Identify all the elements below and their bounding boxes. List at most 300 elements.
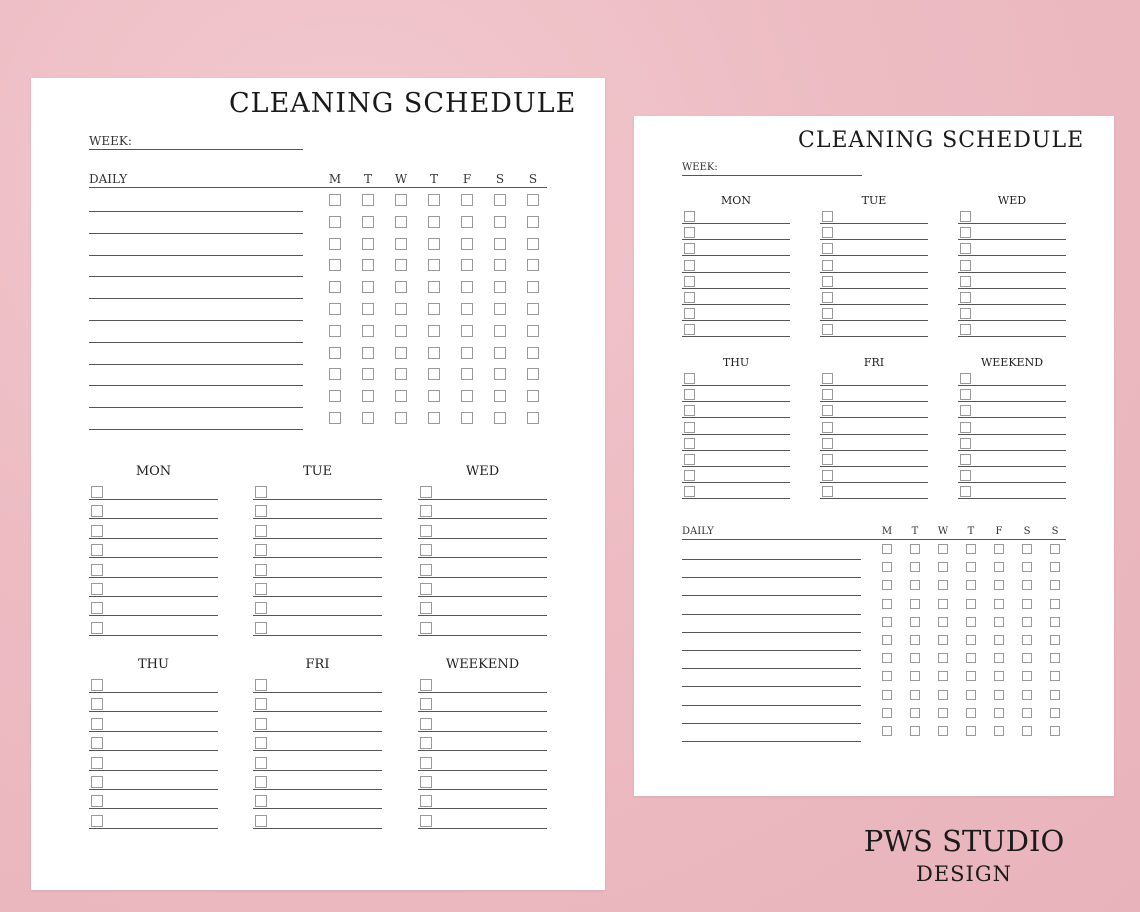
daily-checkbox[interactable] bbox=[966, 617, 976, 627]
daily-checkbox[interactable] bbox=[910, 544, 920, 554]
task-checkbox[interactable] bbox=[960, 486, 971, 497]
task-checkbox[interactable] bbox=[684, 211, 695, 222]
daily-checkbox[interactable] bbox=[938, 635, 948, 645]
daily-checkbox[interactable] bbox=[362, 216, 374, 228]
daily-checkbox[interactable] bbox=[910, 708, 920, 718]
daily-checkbox[interactable] bbox=[329, 412, 341, 424]
daily-checkbox[interactable] bbox=[910, 726, 920, 736]
daily-checkbox[interactable] bbox=[494, 194, 506, 206]
daily-checkbox[interactable] bbox=[882, 580, 892, 590]
task-checkbox[interactable] bbox=[91, 679, 103, 691]
daily-checkbox[interactable] bbox=[1022, 726, 1032, 736]
daily-checkbox[interactable] bbox=[527, 347, 539, 359]
task-checkbox[interactable] bbox=[420, 795, 432, 807]
task-line bbox=[820, 401, 928, 402]
daily-checkbox[interactable] bbox=[395, 390, 407, 402]
task-checkbox[interactable] bbox=[960, 308, 971, 319]
daily-checkbox[interactable] bbox=[1050, 544, 1060, 554]
daily-checkbox[interactable] bbox=[910, 599, 920, 609]
daily-checkbox[interactable] bbox=[362, 412, 374, 424]
task-line bbox=[958, 482, 1066, 483]
daily-checkbox[interactable] bbox=[966, 653, 976, 663]
daily-checkbox[interactable] bbox=[461, 390, 473, 402]
task-line bbox=[820, 385, 928, 386]
day-section-heading: WED bbox=[465, 464, 500, 479]
task-checkbox[interactable] bbox=[822, 405, 833, 416]
daily-checkbox[interactable] bbox=[395, 194, 407, 206]
task-line bbox=[253, 808, 382, 809]
task-checkbox[interactable] bbox=[420, 815, 432, 827]
daily-checkbox[interactable] bbox=[461, 281, 473, 293]
daily-checkbox[interactable] bbox=[329, 238, 341, 250]
task-checkbox[interactable] bbox=[255, 737, 267, 749]
daily-checkbox[interactable] bbox=[461, 238, 473, 250]
task-checkbox[interactable] bbox=[420, 583, 432, 595]
day-section-heading: FRI bbox=[305, 657, 330, 672]
task-checkbox[interactable] bbox=[684, 373, 695, 384]
daily-checkbox[interactable] bbox=[527, 259, 539, 271]
daily-checkbox[interactable] bbox=[527, 194, 539, 206]
task-checkbox[interactable] bbox=[684, 308, 695, 319]
daily-checkbox[interactable] bbox=[1022, 544, 1032, 554]
daily-checkbox[interactable] bbox=[966, 708, 976, 718]
daily-checkbox[interactable] bbox=[461, 216, 473, 228]
daily-checkbox[interactable] bbox=[882, 562, 892, 572]
daily-checkbox[interactable] bbox=[428, 325, 440, 337]
task-checkbox[interactable] bbox=[822, 276, 833, 287]
daily-checkbox[interactable] bbox=[938, 617, 948, 627]
task-line bbox=[253, 750, 382, 751]
daily-checkbox[interactable] bbox=[1050, 726, 1060, 736]
task-line bbox=[89, 499, 218, 500]
daily-checkbox[interactable] bbox=[329, 281, 341, 293]
task-line bbox=[820, 417, 928, 418]
daily-checkbox[interactable] bbox=[882, 708, 892, 718]
daily-checkbox[interactable] bbox=[910, 617, 920, 627]
daily-checkbox[interactable] bbox=[882, 690, 892, 700]
task-line bbox=[253, 577, 382, 578]
day-section-heading: WEEKEND bbox=[445, 657, 520, 672]
daily-task-line bbox=[89, 320, 303, 321]
week-line bbox=[682, 175, 862, 176]
daily-checkbox[interactable] bbox=[1050, 617, 1060, 627]
task-checkbox[interactable] bbox=[420, 776, 432, 788]
task-checkbox[interactable] bbox=[91, 544, 103, 556]
daily-checkbox[interactable] bbox=[362, 347, 374, 359]
task-checkbox[interactable] bbox=[960, 422, 971, 433]
task-checkbox[interactable] bbox=[960, 243, 971, 254]
daily-checkbox[interactable] bbox=[362, 194, 374, 206]
daily-checkbox[interactable] bbox=[329, 347, 341, 359]
daily-checkbox[interactable] bbox=[395, 238, 407, 250]
daily-checkbox[interactable] bbox=[1050, 690, 1060, 700]
daily-checkbox[interactable] bbox=[938, 653, 948, 663]
daily-checkbox[interactable] bbox=[994, 690, 1004, 700]
task-line bbox=[820, 320, 928, 321]
daily-checkbox[interactable] bbox=[428, 216, 440, 228]
daily-checkbox[interactable] bbox=[910, 635, 920, 645]
daily-checkbox[interactable] bbox=[994, 726, 1004, 736]
daily-checkbox[interactable] bbox=[428, 194, 440, 206]
daily-checkbox[interactable] bbox=[395, 325, 407, 337]
daily-checkbox[interactable] bbox=[362, 368, 374, 380]
daily-checkbox[interactable] bbox=[1022, 617, 1032, 627]
task-line bbox=[418, 770, 547, 771]
daily-checkbox[interactable] bbox=[461, 368, 473, 380]
daily-checkbox[interactable] bbox=[1022, 671, 1032, 681]
task-checkbox[interactable] bbox=[960, 454, 971, 465]
daily-checkbox[interactable] bbox=[527, 303, 539, 315]
task-checkbox[interactable] bbox=[822, 389, 833, 400]
daily-checkbox[interactable] bbox=[461, 412, 473, 424]
daily-checkbox[interactable] bbox=[362, 238, 374, 250]
daily-checkbox[interactable] bbox=[428, 303, 440, 315]
task-checkbox[interactable] bbox=[684, 324, 695, 335]
daily-checkbox[interactable] bbox=[882, 635, 892, 645]
task-checkbox[interactable] bbox=[420, 505, 432, 517]
week-label: WEEK: bbox=[89, 134, 132, 148]
daily-task-line bbox=[89, 385, 303, 386]
daily-checkbox[interactable] bbox=[527, 325, 539, 337]
daily-checkbox[interactable] bbox=[1022, 653, 1032, 663]
daily-label: DAILY bbox=[89, 172, 128, 186]
daily-checkbox[interactable] bbox=[966, 599, 976, 609]
task-checkbox[interactable] bbox=[255, 795, 267, 807]
daily-checkbox[interactable] bbox=[994, 617, 1004, 627]
task-checkbox[interactable] bbox=[960, 405, 971, 416]
weekday-letter: W bbox=[937, 526, 949, 537]
daily-checkbox[interactable] bbox=[994, 580, 1004, 590]
daily-checkbox[interactable] bbox=[428, 238, 440, 250]
weekday-letter: S bbox=[528, 172, 538, 186]
task-checkbox[interactable] bbox=[91, 757, 103, 769]
daily-checkbox[interactable] bbox=[494, 347, 506, 359]
daily-checkbox[interactable] bbox=[329, 194, 341, 206]
daily-checkbox[interactable] bbox=[1050, 635, 1060, 645]
daily-checkbox[interactable] bbox=[882, 544, 892, 554]
daily-checkbox[interactable] bbox=[494, 412, 506, 424]
daily-checkbox[interactable] bbox=[527, 216, 539, 228]
task-checkbox[interactable] bbox=[960, 438, 971, 449]
week-line bbox=[89, 149, 303, 150]
task-line bbox=[682, 482, 790, 483]
task-checkbox[interactable] bbox=[684, 292, 695, 303]
daily-checkbox[interactable] bbox=[910, 653, 920, 663]
task-checkbox[interactable] bbox=[822, 486, 833, 497]
task-line bbox=[958, 272, 1066, 273]
daily-checkbox[interactable] bbox=[428, 390, 440, 402]
daily-checkbox[interactable] bbox=[494, 325, 506, 337]
task-checkbox[interactable] bbox=[684, 438, 695, 449]
task-checkbox[interactable] bbox=[255, 544, 267, 556]
daily-checkbox[interactable] bbox=[1022, 580, 1032, 590]
weekday-letter: S bbox=[1051, 526, 1059, 537]
daily-checkbox[interactable] bbox=[994, 671, 1004, 681]
task-checkbox[interactable] bbox=[420, 679, 432, 691]
task-checkbox[interactable] bbox=[960, 292, 971, 303]
daily-checkbox[interactable] bbox=[395, 216, 407, 228]
daily-checkbox[interactable] bbox=[527, 281, 539, 293]
daily-checkbox[interactable] bbox=[1050, 671, 1060, 681]
right-schedule-sheet bbox=[634, 116, 1114, 796]
task-checkbox[interactable] bbox=[91, 525, 103, 537]
task-checkbox[interactable] bbox=[91, 505, 103, 517]
task-checkbox[interactable] bbox=[684, 276, 695, 287]
daily-checkbox[interactable] bbox=[966, 580, 976, 590]
daily-checkbox[interactable] bbox=[882, 617, 892, 627]
task-line bbox=[253, 828, 382, 829]
daily-task-line bbox=[682, 741, 861, 742]
task-checkbox[interactable] bbox=[255, 564, 267, 576]
day-section-heading: THU bbox=[722, 356, 750, 369]
task-checkbox[interactable] bbox=[684, 227, 695, 238]
daily-checkbox[interactable] bbox=[966, 562, 976, 572]
task-checkbox[interactable] bbox=[960, 373, 971, 384]
task-checkbox[interactable] bbox=[684, 389, 695, 400]
weekday-letter: M bbox=[328, 172, 342, 186]
task-checkbox[interactable] bbox=[91, 718, 103, 730]
task-checkbox[interactable] bbox=[684, 260, 695, 271]
task-checkbox[interactable] bbox=[420, 564, 432, 576]
task-checkbox[interactable] bbox=[960, 211, 971, 222]
daily-checkbox[interactable] bbox=[1022, 708, 1032, 718]
task-checkbox[interactable] bbox=[255, 622, 267, 634]
daily-checkbox[interactable] bbox=[1050, 708, 1060, 718]
daily-checkbox[interactable] bbox=[494, 259, 506, 271]
task-line bbox=[820, 450, 928, 451]
task-checkbox[interactable] bbox=[91, 486, 103, 498]
task-checkbox[interactable] bbox=[822, 260, 833, 271]
daily-checkbox[interactable] bbox=[938, 671, 948, 681]
task-checkbox[interactable] bbox=[255, 583, 267, 595]
daily-checkbox[interactable] bbox=[1050, 580, 1060, 590]
task-checkbox[interactable] bbox=[822, 243, 833, 254]
daily-checkbox[interactable] bbox=[362, 325, 374, 337]
task-checkbox[interactable] bbox=[255, 505, 267, 517]
daily-checkbox[interactable] bbox=[362, 390, 374, 402]
daily-checkbox[interactable] bbox=[882, 671, 892, 681]
daily-checkbox[interactable] bbox=[329, 368, 341, 380]
daily-checkbox[interactable] bbox=[329, 303, 341, 315]
daily-checkbox[interactable] bbox=[882, 653, 892, 663]
task-checkbox[interactable] bbox=[255, 679, 267, 691]
task-line bbox=[958, 239, 1066, 240]
task-line bbox=[958, 417, 1066, 418]
daily-checkbox[interactable] bbox=[1050, 653, 1060, 663]
daily-checkbox[interactable] bbox=[461, 325, 473, 337]
task-checkbox[interactable] bbox=[91, 622, 103, 634]
task-checkbox[interactable] bbox=[960, 389, 971, 400]
daily-checkbox[interactable] bbox=[329, 325, 341, 337]
daily-checkbox[interactable] bbox=[1022, 599, 1032, 609]
daily-checkbox[interactable] bbox=[966, 726, 976, 736]
task-line bbox=[820, 466, 928, 467]
task-checkbox[interactable] bbox=[255, 757, 267, 769]
task-checkbox[interactable] bbox=[91, 564, 103, 576]
task-checkbox[interactable] bbox=[420, 622, 432, 634]
task-checkbox[interactable] bbox=[684, 454, 695, 465]
daily-checkbox[interactable] bbox=[395, 347, 407, 359]
daily-checkbox[interactable] bbox=[910, 671, 920, 681]
task-checkbox[interactable] bbox=[684, 486, 695, 497]
task-checkbox[interactable] bbox=[255, 718, 267, 730]
daily-checkbox[interactable] bbox=[994, 562, 1004, 572]
task-checkbox[interactable] bbox=[420, 757, 432, 769]
task-checkbox[interactable] bbox=[91, 815, 103, 827]
task-line bbox=[418, 538, 547, 539]
daily-checkbox[interactable] bbox=[395, 259, 407, 271]
day-section-heading: WEEKEND bbox=[980, 356, 1044, 369]
task-checkbox[interactable] bbox=[960, 260, 971, 271]
daily-checkbox[interactable] bbox=[1022, 635, 1032, 645]
daily-checkbox[interactable] bbox=[910, 562, 920, 572]
task-checkbox[interactable] bbox=[255, 776, 267, 788]
task-line bbox=[418, 828, 547, 829]
task-checkbox[interactable] bbox=[822, 373, 833, 384]
task-checkbox[interactable] bbox=[255, 602, 267, 614]
task-checkbox[interactable] bbox=[420, 602, 432, 614]
daily-checkbox[interactable] bbox=[395, 281, 407, 293]
daily-checkbox[interactable] bbox=[395, 412, 407, 424]
daily-checkbox[interactable] bbox=[882, 726, 892, 736]
task-checkbox[interactable] bbox=[822, 292, 833, 303]
task-checkbox[interactable] bbox=[822, 438, 833, 449]
task-checkbox[interactable] bbox=[822, 227, 833, 238]
daily-checkbox[interactable] bbox=[938, 580, 948, 590]
daily-checkbox[interactable] bbox=[994, 635, 1004, 645]
task-line bbox=[89, 557, 218, 558]
daily-checkbox[interactable] bbox=[428, 347, 440, 359]
daily-checkbox[interactable] bbox=[428, 368, 440, 380]
daily-checkbox[interactable] bbox=[329, 259, 341, 271]
daily-checkbox[interactable] bbox=[910, 580, 920, 590]
task-checkbox[interactable] bbox=[960, 324, 971, 335]
daily-checkbox[interactable] bbox=[362, 303, 374, 315]
task-line bbox=[89, 808, 218, 809]
daily-checkbox[interactable] bbox=[494, 303, 506, 315]
daily-checkbox[interactable] bbox=[994, 599, 1004, 609]
weekday-letter: F bbox=[462, 172, 472, 186]
daily-checkbox[interactable] bbox=[428, 281, 440, 293]
task-checkbox[interactable] bbox=[960, 470, 971, 481]
daily-checkbox[interactable] bbox=[527, 412, 539, 424]
daily-checkbox[interactable] bbox=[966, 635, 976, 645]
task-checkbox[interactable] bbox=[420, 718, 432, 730]
day-section-heading: MON bbox=[135, 464, 172, 479]
task-checkbox[interactable] bbox=[684, 405, 695, 416]
task-checkbox[interactable] bbox=[822, 470, 833, 481]
weekday-letter: T bbox=[363, 172, 372, 186]
task-line bbox=[682, 450, 790, 451]
daily-checkbox[interactable] bbox=[395, 303, 407, 315]
task-line bbox=[682, 498, 790, 499]
daily-checkbox[interactable] bbox=[428, 259, 440, 271]
task-checkbox[interactable] bbox=[255, 815, 267, 827]
task-checkbox[interactable] bbox=[960, 227, 971, 238]
task-checkbox[interactable] bbox=[91, 698, 103, 710]
task-checkbox[interactable] bbox=[91, 776, 103, 788]
daily-checkbox[interactable] bbox=[938, 599, 948, 609]
task-checkbox[interactable] bbox=[822, 422, 833, 433]
task-line bbox=[253, 789, 382, 790]
daily-checkbox[interactable] bbox=[362, 281, 374, 293]
daily-checkbox[interactable] bbox=[994, 653, 1004, 663]
daily-checkbox[interactable] bbox=[461, 259, 473, 271]
daily-checkbox[interactable] bbox=[938, 690, 948, 700]
task-checkbox[interactable] bbox=[420, 525, 432, 537]
daily-checkbox[interactable] bbox=[910, 690, 920, 700]
daily-checkbox[interactable] bbox=[527, 238, 539, 250]
task-checkbox[interactable] bbox=[255, 698, 267, 710]
task-checkbox[interactable] bbox=[822, 211, 833, 222]
task-checkbox[interactable] bbox=[255, 525, 267, 537]
daily-checkbox[interactable] bbox=[966, 671, 976, 681]
daily-checkbox[interactable] bbox=[527, 368, 539, 380]
daily-task-line bbox=[682, 577, 861, 578]
task-checkbox[interactable] bbox=[822, 308, 833, 319]
task-checkbox[interactable] bbox=[822, 454, 833, 465]
daily-checkbox[interactable] bbox=[329, 216, 341, 228]
daily-checkbox[interactable] bbox=[395, 368, 407, 380]
daily-task-line bbox=[89, 255, 303, 256]
daily-checkbox[interactable] bbox=[1022, 562, 1032, 572]
task-checkbox[interactable] bbox=[420, 486, 432, 498]
task-checkbox[interactable] bbox=[91, 737, 103, 749]
daily-checkbox[interactable] bbox=[461, 303, 473, 315]
daily-checkbox[interactable] bbox=[461, 347, 473, 359]
task-checkbox[interactable] bbox=[91, 795, 103, 807]
daily-checkbox[interactable] bbox=[966, 690, 976, 700]
daily-checkbox[interactable] bbox=[994, 544, 1004, 554]
daily-checkbox[interactable] bbox=[882, 599, 892, 609]
task-checkbox[interactable] bbox=[420, 737, 432, 749]
task-line bbox=[682, 223, 790, 224]
task-checkbox[interactable] bbox=[91, 583, 103, 595]
daily-checkbox[interactable] bbox=[329, 390, 341, 402]
daily-task-line bbox=[682, 650, 861, 651]
daily-checkbox[interactable] bbox=[494, 281, 506, 293]
daily-checkbox[interactable] bbox=[461, 194, 473, 206]
task-checkbox[interactable] bbox=[960, 276, 971, 287]
daily-checkbox[interactable] bbox=[938, 544, 948, 554]
task-line bbox=[418, 518, 547, 519]
daily-checkbox[interactable] bbox=[362, 259, 374, 271]
task-checkbox[interactable] bbox=[255, 486, 267, 498]
daily-checkbox[interactable] bbox=[966, 544, 976, 554]
task-checkbox[interactable] bbox=[420, 544, 432, 556]
daily-checkbox[interactable] bbox=[938, 726, 948, 736]
daily-checkbox[interactable] bbox=[1050, 562, 1060, 572]
daily-checkbox[interactable] bbox=[494, 390, 506, 402]
daily-checkbox[interactable] bbox=[527, 390, 539, 402]
daily-checkbox[interactable] bbox=[994, 708, 1004, 718]
task-checkbox[interactable] bbox=[684, 422, 695, 433]
daily-checkbox[interactable] bbox=[938, 708, 948, 718]
task-checkbox[interactable] bbox=[91, 602, 103, 614]
daily-checkbox[interactable] bbox=[1050, 599, 1060, 609]
daily-task-line bbox=[682, 595, 861, 596]
daily-checkbox[interactable] bbox=[494, 238, 506, 250]
task-checkbox[interactable] bbox=[684, 470, 695, 481]
task-checkbox[interactable] bbox=[822, 324, 833, 335]
task-checkbox[interactable] bbox=[684, 243, 695, 254]
daily-checkbox[interactable] bbox=[938, 562, 948, 572]
daily-checkbox[interactable] bbox=[428, 412, 440, 424]
task-checkbox[interactable] bbox=[420, 698, 432, 710]
daily-checkbox[interactable] bbox=[494, 368, 506, 380]
daily-checkbox[interactable] bbox=[494, 216, 506, 228]
daily-checkbox[interactable] bbox=[1022, 690, 1032, 700]
